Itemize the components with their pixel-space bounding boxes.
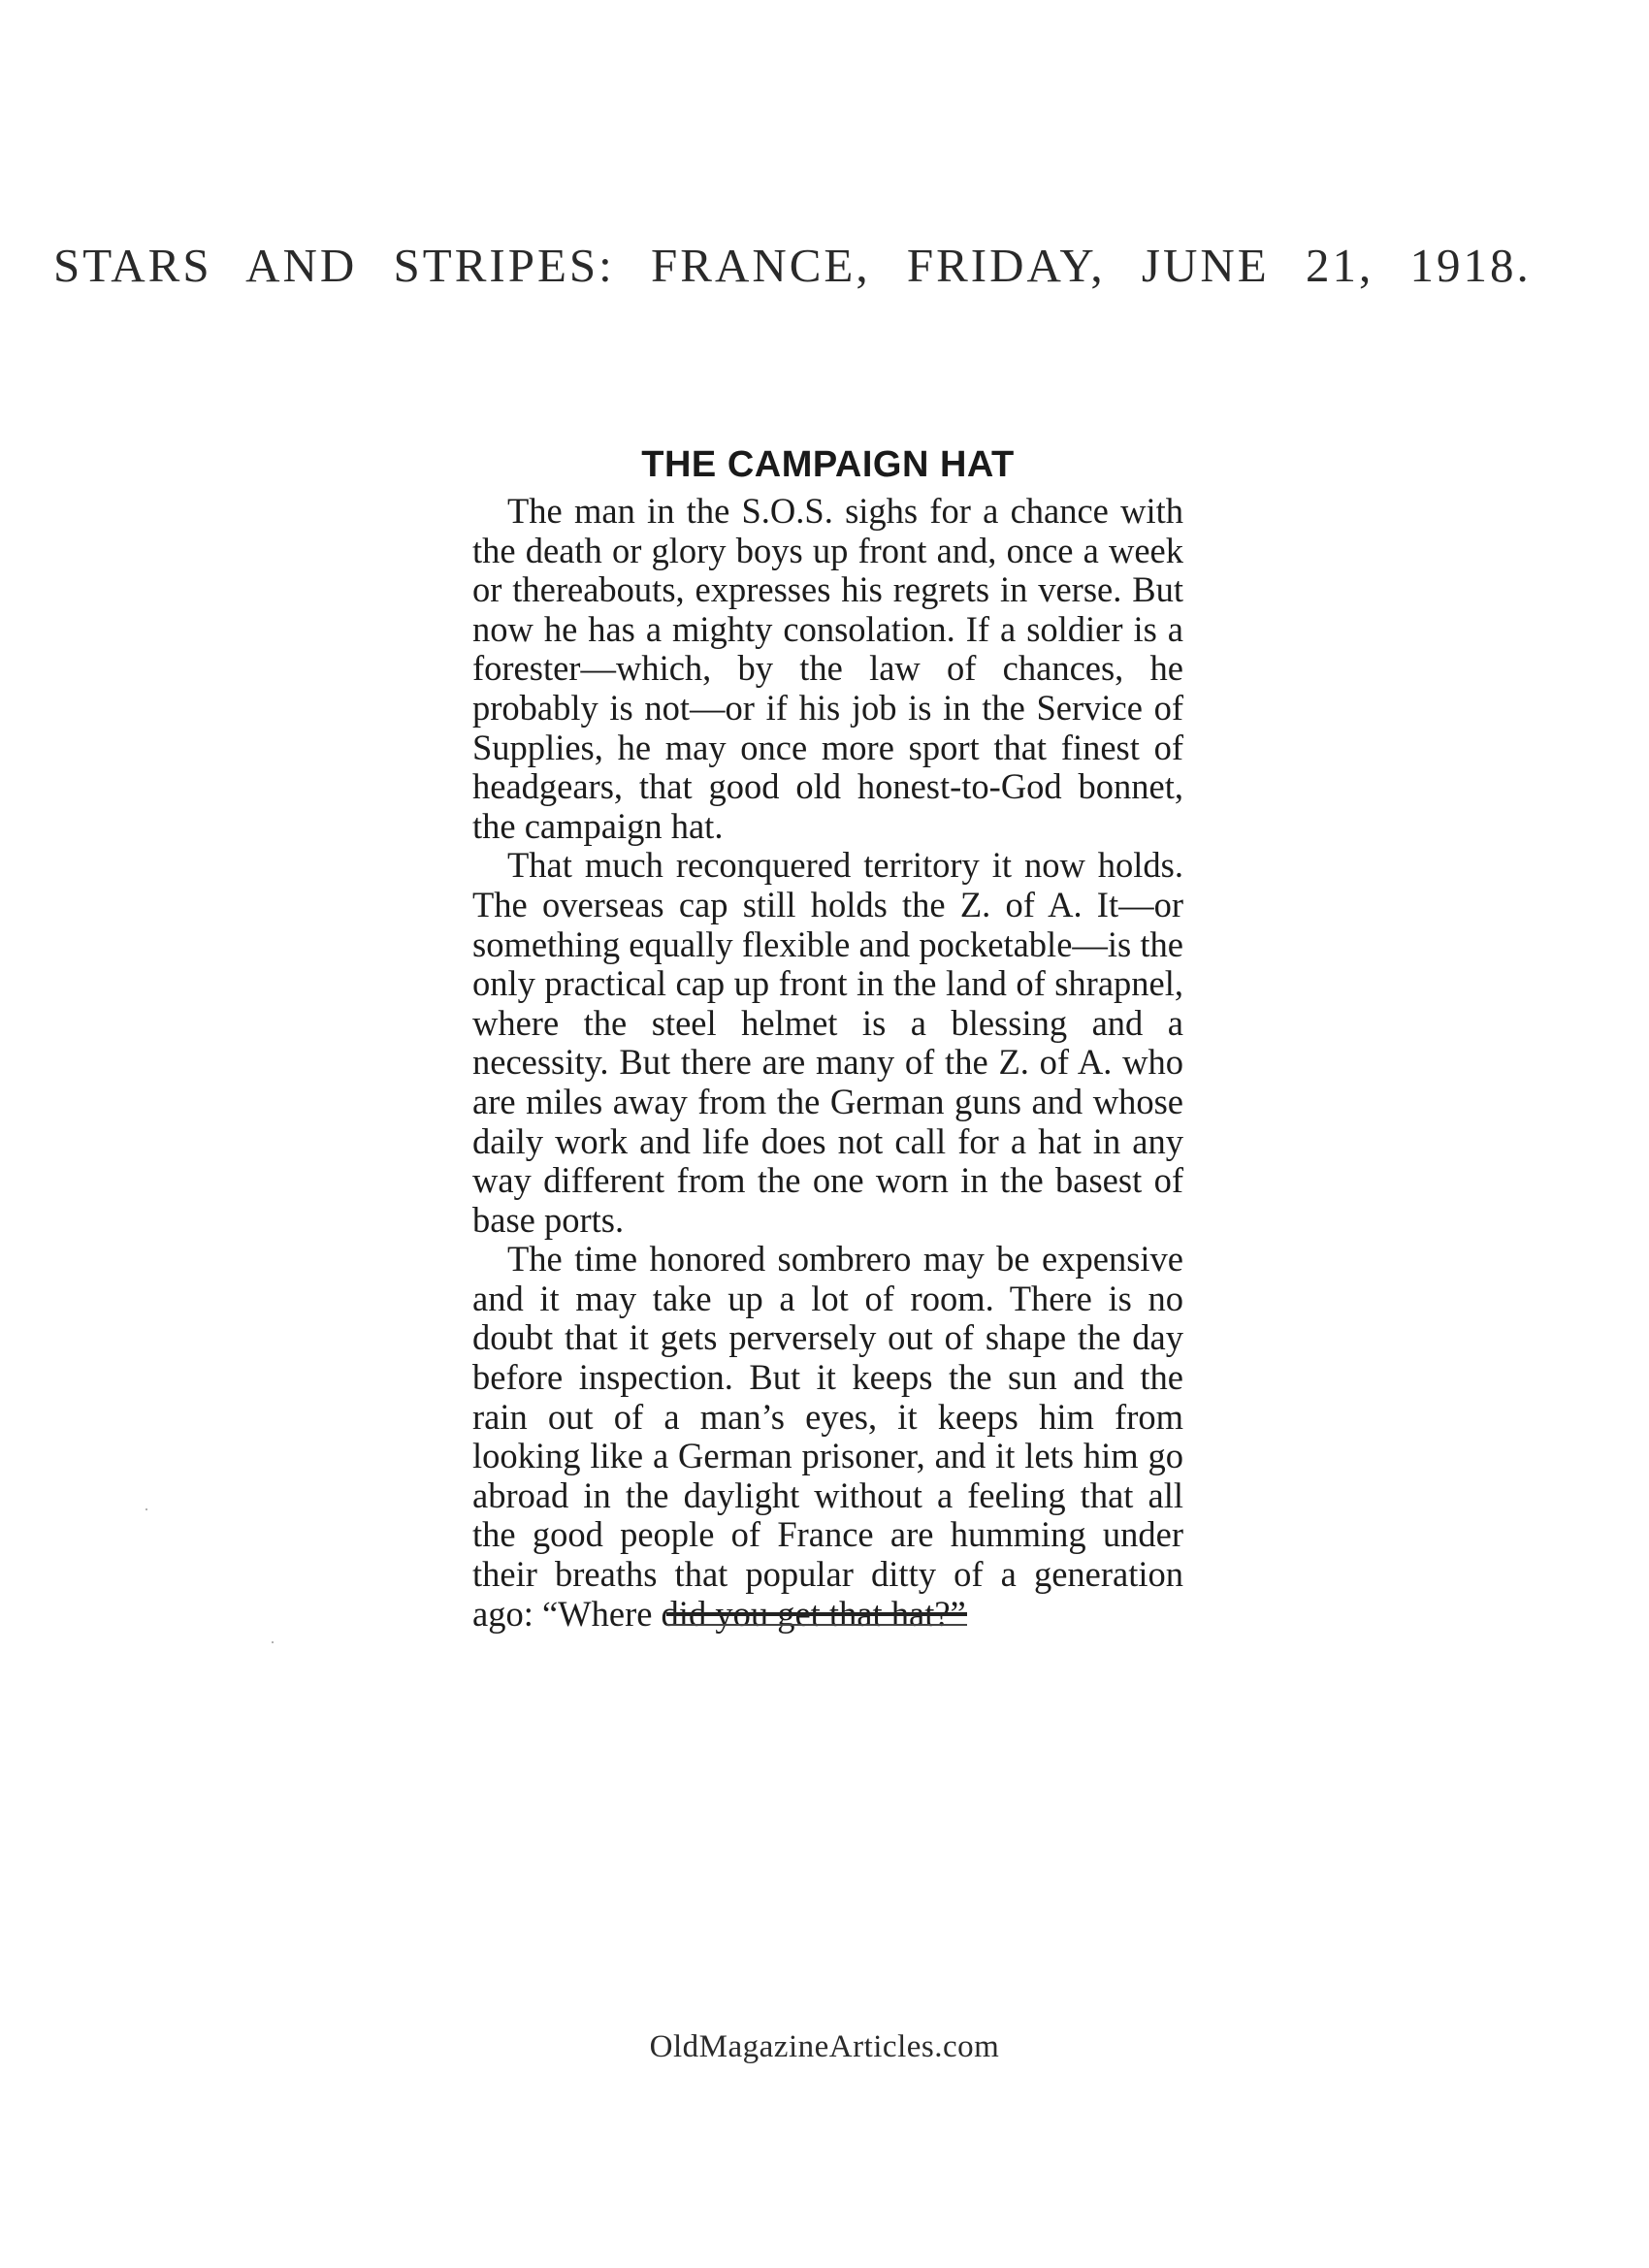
article-paragraph-2: That much reconquered territory it now holds. The overseas cap still holds the Z. of A. It—or something equally flexible and pocketable—is the only practical cap up front in the land of shrapnel, where the steel helmet is a blessing and a necessity. But there are many of the Z. of A. who are miles away from the German guns and whose daily work and life does not call for a hat in any way different from the one worn in the basest of base ports. xyxy=(472,845,1183,1240)
article-paragraph-1: The man in the S.O.S. sighs for a chance with the death or glory boys up front and, once a week or thereabouts, expresses his regrets in verse. But now he has a mighty consolation. If a soldier is a forester—which, by the law of chances, he probably is not—or if his job is in the Service of Supplies, he may once more sport that finest of headgears, that good old honest-to-God bonnet, the campaign hat. xyxy=(472,491,1183,846)
scan-speck xyxy=(146,1508,147,1510)
article-paragraph-3: The time honored sombrero may be expensive and it may take up a lot of room. There is no doubt that it gets perversely out of shape the day before inspection. But it keeps the sun and the rain out of a man’s eyes, it keeps him from looking like a German prisoner, and it lets him go abroad in the daylight without a feeling that all the good people of France are humming under their breaths that popular ditty of a generation ago: “Where did you get that hat?” xyxy=(472,1239,1183,1634)
article xyxy=(472,441,1183,1634)
footer-source: OldMagazineArticles.com xyxy=(649,2029,1000,2064)
article-title: THE CAMPAIGN HAT xyxy=(641,444,1015,485)
article-tail xyxy=(472,1240,1183,1634)
newspaper-masthead: STARS AND STRIPES: FRANCE, FRIDAY, JUNE 21, 1918. xyxy=(53,239,1532,292)
end-of-article-rule xyxy=(666,1612,967,1626)
scan-speck xyxy=(272,1641,274,1643)
